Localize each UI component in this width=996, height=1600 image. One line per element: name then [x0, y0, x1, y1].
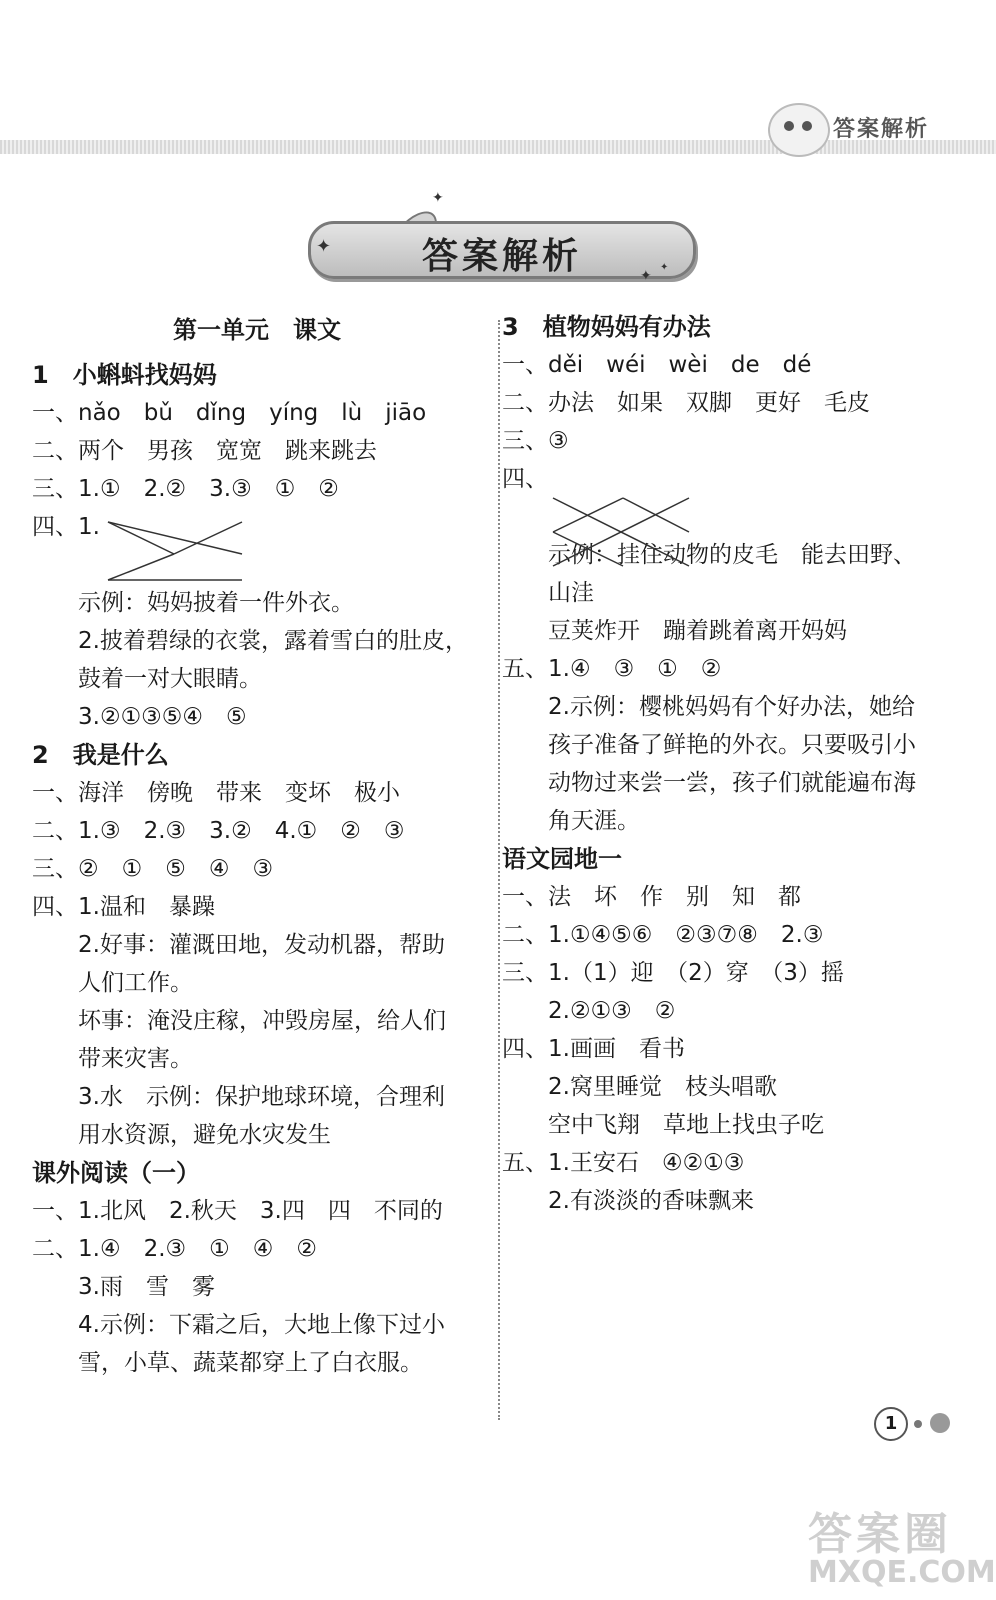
answer-line: 动物过来尝一尝，孩子们就能遍布海 — [502, 770, 916, 796]
page-number: 1 — [874, 1407, 908, 1441]
answer-line: 带来灾害。 — [32, 1046, 193, 1072]
answer-line: 一、nǎo bǔ dǐng yíng lù jiāo — [32, 400, 427, 426]
answer-line: 二、1.①④⑤⑥ ②③⑦⑧ 2.③ — [502, 922, 824, 948]
answer-line: 人们工作。 — [32, 970, 193, 996]
answer-line: 2.示例：樱桃妈妈有个好办法，她给 — [502, 694, 915, 720]
answer-line: 二、办法 如果 双脚 更好 毛皮 — [502, 390, 870, 416]
section-heading: 3 植物妈妈有办法 — [502, 313, 711, 341]
section-heading: 语文园地一 — [502, 845, 622, 873]
answer-line: 二、1.③ 2.③ 3.② 4.① ② ③ — [32, 818, 405, 844]
left-answers — [32, 356, 482, 1382]
column-divider — [498, 320, 500, 1420]
answer-line: 孩子准备了鲜艳的外衣。只要吸引小 — [502, 732, 916, 758]
sparkle-icon: ✦ — [660, 262, 669, 273]
sparkle-icon: ✦ — [640, 268, 652, 284]
answer-line: 空中飞翔 草地上找虫子吃 — [502, 1112, 824, 1138]
right-answers — [502, 308, 962, 1220]
matching-lines-left — [104, 516, 249, 586]
page-dot-large — [930, 1413, 950, 1433]
right-column — [502, 308, 962, 1220]
sparkle-icon: ✦ — [432, 190, 444, 206]
header-label: 答案解析 — [833, 117, 930, 142]
answer-line: 五、1.王安石 ④②①③ — [502, 1150, 745, 1176]
watermark-url: MXQE.COM — [808, 1555, 996, 1590]
answer-line: 鼓着一对大眼睛。 — [32, 666, 262, 692]
answer-line: 三、② ① ⑤ ④ ③ — [32, 856, 274, 882]
answer-line: 山洼 — [502, 580, 594, 606]
answer-line: 四、1.画画 看书 — [502, 1036, 685, 1062]
answer-line: 一、法 坏 作 别 知 都 — [502, 884, 801, 910]
answer-line: 2.窝里睡觉 枝头唱歌 — [502, 1074, 777, 1100]
watermark: 答案圈 — [808, 1509, 952, 1560]
answer-line: 三、1.① 2.② 3.③ ① ② — [32, 476, 339, 502]
answer-line: 用水资源，避免水灾发生 — [32, 1122, 331, 1148]
answer-line: 五、1.④ ③ ① ② — [502, 656, 722, 682]
answer-line: 示例：挂住动物的皮毛 能去田野、 — [502, 542, 916, 568]
answer-line — [32, 546, 482, 584]
page-dot-small — [914, 1420, 922, 1428]
answer-line: 四、 — [502, 466, 548, 492]
section-heading: 课外阅读（一） — [32, 1159, 200, 1187]
answer-line: 2.②①③ ② — [502, 998, 676, 1024]
left-column — [32, 308, 482, 1382]
answer-line: 二、两个 男孩 宽宽 跳来跳去 — [32, 438, 377, 464]
answer-line: 一、1.北风 2.秋天 3.四 四 不同的 — [32, 1198, 443, 1224]
answer-line: 示例：妈妈披着一件外衣。 — [32, 590, 354, 616]
answer-line: 4.示例：下霜之后，大地上像下过小 — [32, 1312, 445, 1338]
answer-line: 角天涯。 — [502, 808, 640, 834]
answer-line: 三、1.（1）迎 （2）穿 （3）摇 — [502, 960, 844, 986]
answer-line: 3.雨 雪 雾 — [32, 1274, 215, 1300]
section-heading: 1 小蝌蚪找妈妈 — [32, 361, 217, 389]
answer-line: 2.好事：灌溉田地，发动机器，帮助 — [32, 932, 445, 958]
answer-line: 二、1.④ 2.③ ① ④ ② — [32, 1236, 317, 1262]
answer-line: 2.披着碧绿的衣裳，露着雪白的肚皮， — [32, 628, 468, 654]
mascot-icon — [768, 103, 830, 157]
answer-line: 三、③ — [502, 428, 569, 454]
section-heading: 2 我是什么 — [32, 741, 169, 769]
answer-line: 四、1.温和 暴躁 — [32, 894, 215, 920]
sparkle-icon: ✦ — [316, 236, 332, 257]
answer-line: 3.水 示例：保护地球环境，合理利 — [32, 1084, 445, 1110]
title-banner — [308, 221, 696, 279]
unit-title: 第一单元 课文 — [173, 316, 341, 344]
matching-lines-right — [549, 492, 694, 572]
answer-line: 坏事：淹没庄稼，冲毁房屋，给人们 — [32, 1008, 446, 1034]
answer-line: 豆荚炸开 蹦着跳着离开妈妈 — [502, 618, 847, 644]
answer-line: 2.有淡淡的香味飘来 — [502, 1188, 754, 1214]
answer-line: 雪，小草、蔬菜都穿上了白衣服。 — [32, 1350, 423, 1376]
answer-line: 四、1. — [32, 514, 100, 540]
page-title: 答案解析 — [421, 236, 582, 277]
answer-line: 一、海洋 傍晚 带来 变坏 极小 — [32, 780, 400, 806]
answer-line: 一、děi wéi wèi de dé — [502, 352, 812, 378]
answer-line: 3.②①③⑤④ ⑤ — [32, 704, 247, 730]
